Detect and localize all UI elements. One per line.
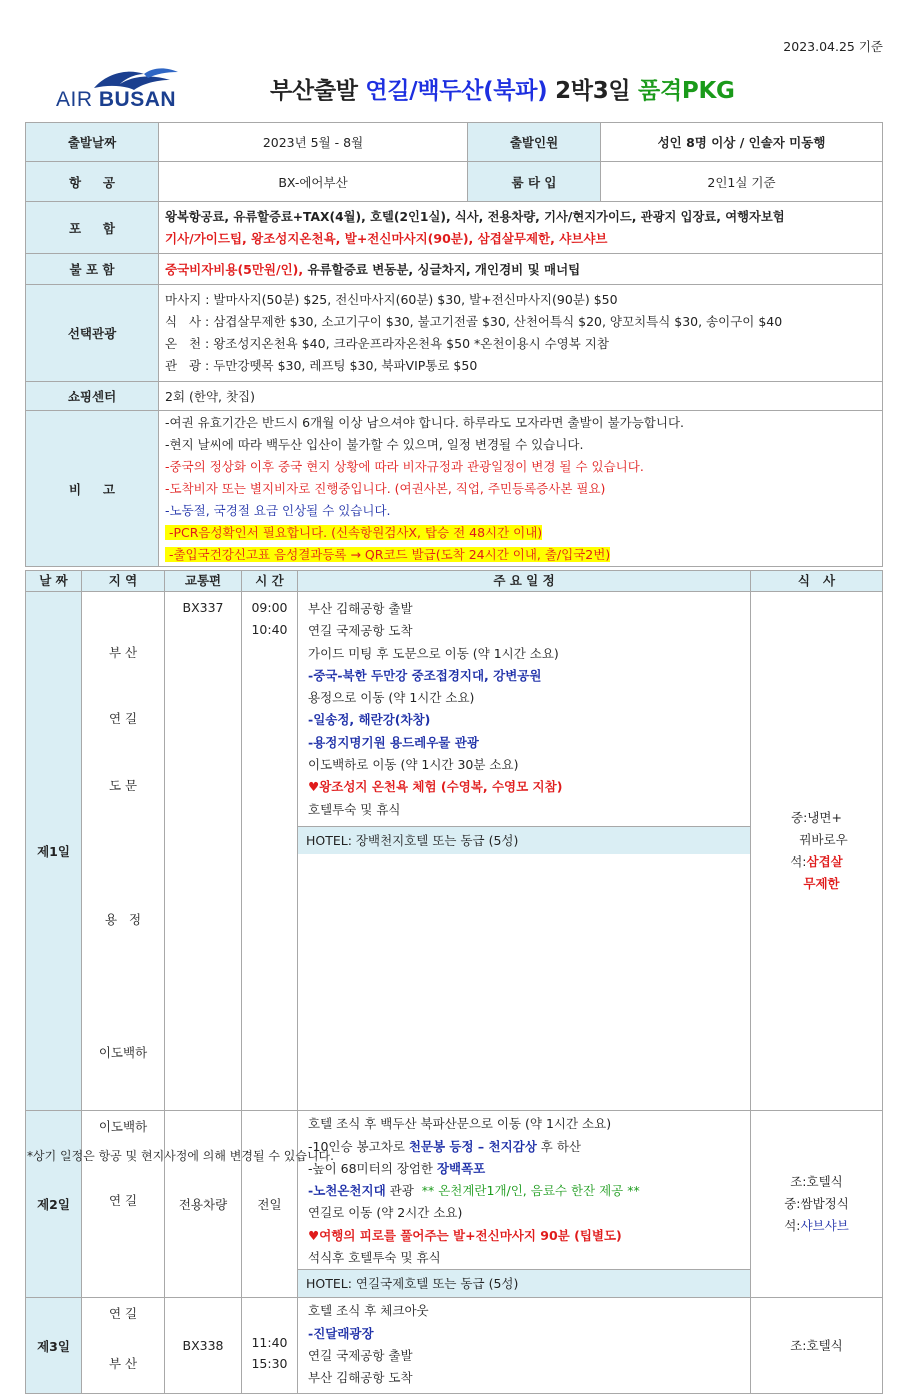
day1-meal: 중:냉면+ [791, 810, 842, 826]
day3-row [26, 1298, 883, 1394]
col-time: 시 간 [242, 571, 298, 592]
title-part2: 연길/백두산(북파) [365, 78, 548, 104]
page-title [270, 72, 735, 105]
optional-line: 온 천 : 왕조성지온천욕 $40, 크라운프라자온천욕 $50 *온천이용시 수영복 지참 [165, 336, 609, 351]
plan-item: 관광 [385, 1183, 422, 1199]
plan-item: 후 하산 [536, 1138, 581, 1154]
col-region: 지 역 [82, 571, 165, 592]
day1-time: 09:00 [251, 600, 288, 615]
plan-item: 용정으로 이동 (약 1시간 소요) [308, 690, 475, 706]
departure-people-label: 출발인원 [468, 123, 601, 162]
day3-time: 15:30 [251, 1355, 288, 1371]
plan-item-note: ** 온천계란1개/인, 음료수 한잔 제공 ** [421, 1183, 640, 1199]
day1-region: 이도백하 [98, 1045, 148, 1061]
optional-line: 마사지 : 발마사지(50분) $25, 전신마사지(60분) $30, 발+전신마사지(90분) $50 [165, 292, 618, 307]
plan-item: 이도백하로 이동 (약 1시간 30분 소요) [308, 757, 519, 773]
included-label: 포 함 [26, 202, 159, 254]
shopping: 2회 (한약, 찻집) [159, 382, 883, 411]
plan-item: 가이드 미팅 후 도문으로 이동 (약 1시간 소요) [308, 645, 559, 661]
note-highlight: -출입국건강신고표 음성결과등록 → QR코드 발급(도착 24시간 이내, 출/입국2번) [165, 546, 611, 562]
day1-transport: BX337 [182, 600, 224, 615]
logo-busan: BUSAN [98, 88, 177, 111]
day2-meal: 샤브샤브 [800, 1218, 849, 1234]
excluded-visa: 중국비자비용(5만원/인), [165, 262, 304, 277]
day2-region: 이도백하 [98, 1119, 148, 1135]
plan-item: -진달래광장 [308, 1325, 374, 1341]
schedule-table [25, 570, 883, 1394]
air-busan-logo [56, 66, 186, 110]
excluded-rest: 유류할증료 변동분, 싱글차지, 개인경비 및 매너팁 [303, 262, 581, 277]
plan-item: 호텔 조식 후 체크아웃 [308, 1303, 429, 1319]
note-line: -노동절, 국경절 요금 인상될 수 있습니다. [165, 502, 391, 518]
day2-time: 전일 [242, 1111, 298, 1298]
airline-label: 항 공 [26, 162, 159, 202]
day1-label: 제1일 [26, 592, 82, 1111]
day1-time: 10:40 [251, 622, 288, 638]
title-part1: 부산출발 [270, 78, 358, 104]
plan-item: 부산 김해공항 출발 [308, 601, 413, 616]
day2-row [26, 1111, 883, 1298]
day1-region: 부 산 [108, 644, 138, 660]
plan-item: 연길 국제공항 도착 [308, 623, 413, 639]
plan-item: 석식후 호텔투숙 및 휴식 [308, 1250, 441, 1266]
day1-meal: 꿔바로우 [799, 832, 848, 848]
departure-people: 성인 8명 이상 / 인솔자 미동행 [601, 123, 883, 162]
included-line2: 기사/가이드팁, 왕조성지온천욕, 발+전신마사지(90분), 삼겹살무제한, 샤브샤브 [165, 230, 608, 246]
day1-meal-prefix: 석: [790, 854, 807, 870]
day2-transport: 전용차량 [165, 1111, 242, 1298]
day1-region: 용 정 [104, 911, 142, 927]
date-note: 2023.04.25 기준 [783, 39, 883, 54]
notes-label: 비 고 [26, 411, 159, 567]
plan-item: 부산 김해공항 도착 [308, 1370, 413, 1386]
day1-row [26, 592, 883, 1111]
day2-meal-prefix: 석: [784, 1218, 801, 1234]
info-table [25, 122, 883, 567]
note-highlight: -PCR음성확인서 필요합니다. (신속항원검사X, 탑승 전 48시간 이내) [165, 524, 543, 540]
day3-meal: 조:호텔식 [751, 1298, 883, 1394]
plan-item: 호텔투숙 및 휴식 [308, 801, 401, 817]
title-part4: 품격PKG [638, 78, 735, 104]
col-date: 날 짜 [26, 571, 82, 592]
plan-item: 연길 국제공항 출발 [308, 1347, 413, 1363]
excluded-label: 불 포 함 [26, 254, 159, 285]
day2-hotel: HOTEL: 연길국제호텔 또는 동급 (5성) [298, 1269, 750, 1297]
day1-meal: 무제한 [803, 876, 840, 892]
day2-meal: 중:쌈밥정식 [784, 1196, 849, 1212]
col-meal: 식 사 [751, 571, 883, 592]
plan-item: -중국-북한 두만강 중조접경지대, 강변공원 [308, 667, 542, 683]
day2-label: 제2일 [26, 1111, 82, 1298]
plan-item-highlight: 장백폭포 [436, 1160, 486, 1176]
optional-line: 관 광 : 두만강뗏목 $30, 레프팅 $30, 북파VIP통로 $50 [165, 358, 478, 373]
note-line: -현지 날씨에 따라 백두산 입산이 불가할 수 있으며, 일정 변경될 수 있습니다. [165, 436, 584, 452]
optional-line: 식 사 : 삼겹살무제한 $30, 소고기구이 $30, 불고기전골 $30, 산천어특식 $20, 양꼬치특식 $30, 송이구이 $40 [165, 314, 783, 329]
col-transport: 교통편 [165, 571, 242, 592]
plan-item: 호텔 조식 후 백두산 북파산문으로 이동 (약 1시간 소요) [308, 1116, 612, 1132]
day1-meal: 삼겹살 [806, 854, 843, 870]
col-plan: 주 요 일 정 [298, 571, 751, 592]
room-type-label: 룸 타 입 [468, 162, 601, 202]
plan-item: ♥여행의 피로를 풀어주는 발+전신마사지 90분 (팁별도) [308, 1227, 622, 1243]
plan-item: -높이 68미터의 장엄한 [308, 1160, 437, 1176]
room-type: 2인1실 기준 [601, 162, 883, 202]
logo-air: AIR [56, 88, 93, 111]
day1-region: 연 길 [108, 711, 138, 727]
plan-item: -일송정, 해란강(차창) [308, 712, 431, 728]
plan-item-highlight: 천문봉 등정 – 천지감상 [408, 1138, 537, 1154]
note-line: -중국의 정상화 이후 중국 현지 상황에 따라 비자규정과 관광일정이 변경 될 수 있습니다. [165, 458, 644, 474]
note-line: -도착비자 또는 별지비자로 진행중입니다. (여권사본, 직업, 주민등록증사본 필요) [165, 480, 606, 496]
airline: BX-에어부산 [159, 162, 468, 202]
title-part3: 2박3일 [555, 78, 631, 104]
plan-item: 연길로 이동 (약 2시간 소요) [308, 1205, 463, 1221]
optional-label: 선택관광 [26, 285, 159, 382]
plan-item-highlight: -노천온천지대 [308, 1183, 386, 1199]
note-line: -여권 유효기간은 반드시 6개월 이상 남으셔야 합니다. 하루라도 모자라면 출발이 불가능합니다. [165, 414, 684, 430]
day1-hotel: HOTEL: 장백천지호텔 또는 동급 (5성) [298, 826, 750, 854]
day2-meal: 조:호텔식 [790, 1174, 843, 1190]
plan-item: -10인승 봉고차로 [308, 1138, 409, 1154]
plan-item: ♥왕조성지 온천욕 체험 (수영복, 수영모 지참) [308, 779, 563, 795]
included-line1: 왕복항공료, 유류할증료+TAX(4월), 호텔(2인1실), 식사, 전용차량, 기사/현지가이드, 관광지 입장료, 여행자보험 [165, 209, 785, 224]
shopping-label: 쇼핑센터 [26, 382, 159, 411]
day3-region: 연 길 [108, 1306, 138, 1322]
departure-date-label: 출발날짜 [26, 123, 159, 162]
day3-region: 부 산 [108, 1355, 138, 1371]
day1-region: 도 문 [108, 778, 138, 794]
plan-item: -용정지명기원 용드레우물 관광 [308, 734, 479, 750]
footnote: *상기 일정은 항공 및 현지사정에 의해 변경될 수 있습니다. [27, 1149, 334, 1163]
day3-time: 11:40 [251, 1334, 288, 1350]
day3-label: 제3일 [26, 1298, 82, 1394]
departure-date: 2023년 5월 - 8월 [159, 123, 468, 162]
day3-transport: BX338 [165, 1298, 242, 1394]
day2-region: 연 길 [108, 1192, 138, 1208]
